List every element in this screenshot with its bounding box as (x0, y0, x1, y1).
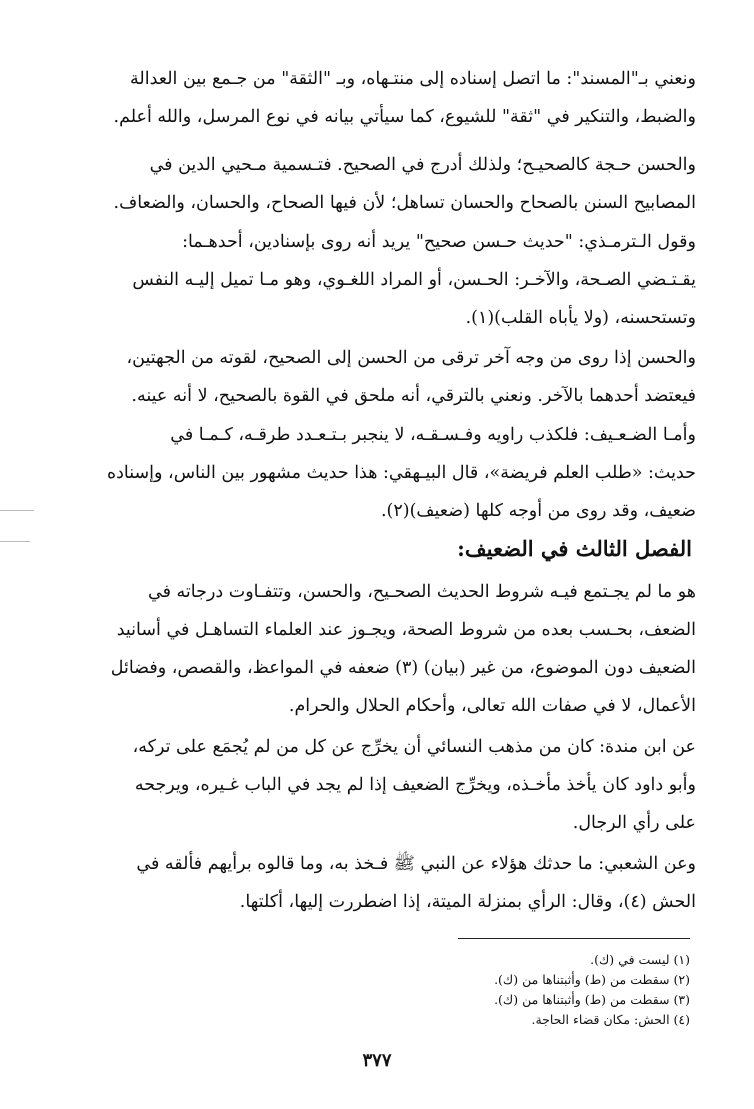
text-line: يقـتـضي الصـحة، والآخـر: الحـسن، أو المراد اللغـوي، وهو مـا تميل إليـه النفس (132, 270, 696, 290)
text-line: الحش (٤)، وقال: الرأي بمنزلة الميتة، إذا اضطررت إليها، أكلتها. (239, 892, 696, 912)
page-number: ٣٧٧ (362, 1050, 392, 1071)
text-line: ونعني بـ"المسند": ما اتصل إسناده إلى منتـهاه، وبـ "الثقة" من جـمع بين العدالة (130, 69, 696, 89)
paragraph-musnad (68, 60, 696, 136)
footnote-separator (458, 938, 690, 939)
paragraph-shabi (68, 845, 696, 921)
text-line: وأمـا الضـعـيف: فلكذب راويه وفـسـقـه، لا ينجبر بـتـعـدد طرقـه، كـمـا في (170, 425, 696, 445)
footnote: (٢) سقطت من (ط) وأثبتناها من (ك). (494, 972, 690, 987)
text-line: هو ما لم يجـتمع فيـه شروط الحديث الصحـيح، والحسن، وتتفـاوت درجاته في (148, 582, 696, 602)
text-line: حديث: «طلب العلم فريضة»، قال البيـهقي: هذا حديث مشهور بين الناس، وإسناده (106, 463, 696, 483)
text-line: الضعف، بحـسب بعده من شروط الصحة، ويجـوز عند العلماء التساهـل في أسانيد (116, 620, 696, 640)
section-heading: الفصل الثالث في الضعيف: (457, 536, 692, 561)
scan-mark (0, 541, 30, 542)
text-line: ضعيف، وقد روى من أوجه كلها (ضعيف)(٢). (380, 501, 696, 521)
text-line: الضعيف دون الموضوع، من غير (بيان) (٣) ضعفه في المواعظ، والقصص، وفضائل (110, 658, 696, 678)
footnotes (390, 950, 690, 1030)
text-line: فيعتضد أحدهما بالآخر. ونعني بالترقي، أنه ملحق في القوة بالصحيح، لا أنه عينه. (131, 386, 696, 406)
text-line: وتستحسنه، (ولا يأباه القلب)(١). (465, 308, 696, 328)
paragraph-daif (68, 416, 696, 530)
text-line: الأعمال، لا في صفات الله تعالى، وأحكام الحلال والحرام. (288, 696, 696, 716)
text-line: وأبو داود كان يأخذ مأخـذه، ويخرِّج الضعيف إذا لم يجد في الباب غـيره، ويرجحه (134, 775, 696, 795)
text-line: والحسن إذا روى من وجه آخر ترقى من الحسن إلى الصحيح، لقوته من الجهتين، (126, 348, 696, 368)
footnote: (٣) سقطت من (ط) وأثبتناها من (ك). (494, 992, 690, 1007)
paragraph-definition (68, 573, 696, 725)
text-line: والضبط، والتنكير في "ثقة" للشيوع، كما سيأتي بيانه في نوع المرسل، والله أعلم. (113, 107, 696, 127)
text-line: على رأي الرجال. (572, 813, 696, 833)
paragraph-hasan-hujja (68, 146, 696, 222)
scan-mark (0, 510, 34, 511)
text-line: وعن الشعبي: ما حدثك هؤلاء عن النبي ﷺ فـخذ به، وما قالوه برأيهم فألقه في (136, 854, 696, 874)
text-line: عن ابن مندة: كان من مذهب النسائي أن يخرِّج عن كل من لم يُجمَع على تركه، (132, 737, 696, 757)
paragraph-hasan-taraqqi (68, 339, 696, 415)
paragraph-ibn-manda (68, 728, 696, 842)
footnote: (٤) الحش: مكان قضاء الحاجة. (531, 1012, 690, 1027)
paragraph-tirmidhi (68, 223, 696, 337)
text-line: وقول الـترمـذي: "حديث حـسن صحيح" يريد أنه روى بإسنادين، أحدهـما: (182, 232, 696, 252)
footnote: (١) ليست في (ك). (590, 952, 690, 967)
text-line: المصابيح السنن بالصحاح والحسان تساهل؛ لأن فيها الصحاح، والحسان، والضعاف. (113, 193, 696, 213)
text-line: والحسن حـجة كالصحيـح؛ ولذلك أدرج في الصحيح. فتـسمية مـحيي الدين في (149, 155, 696, 175)
